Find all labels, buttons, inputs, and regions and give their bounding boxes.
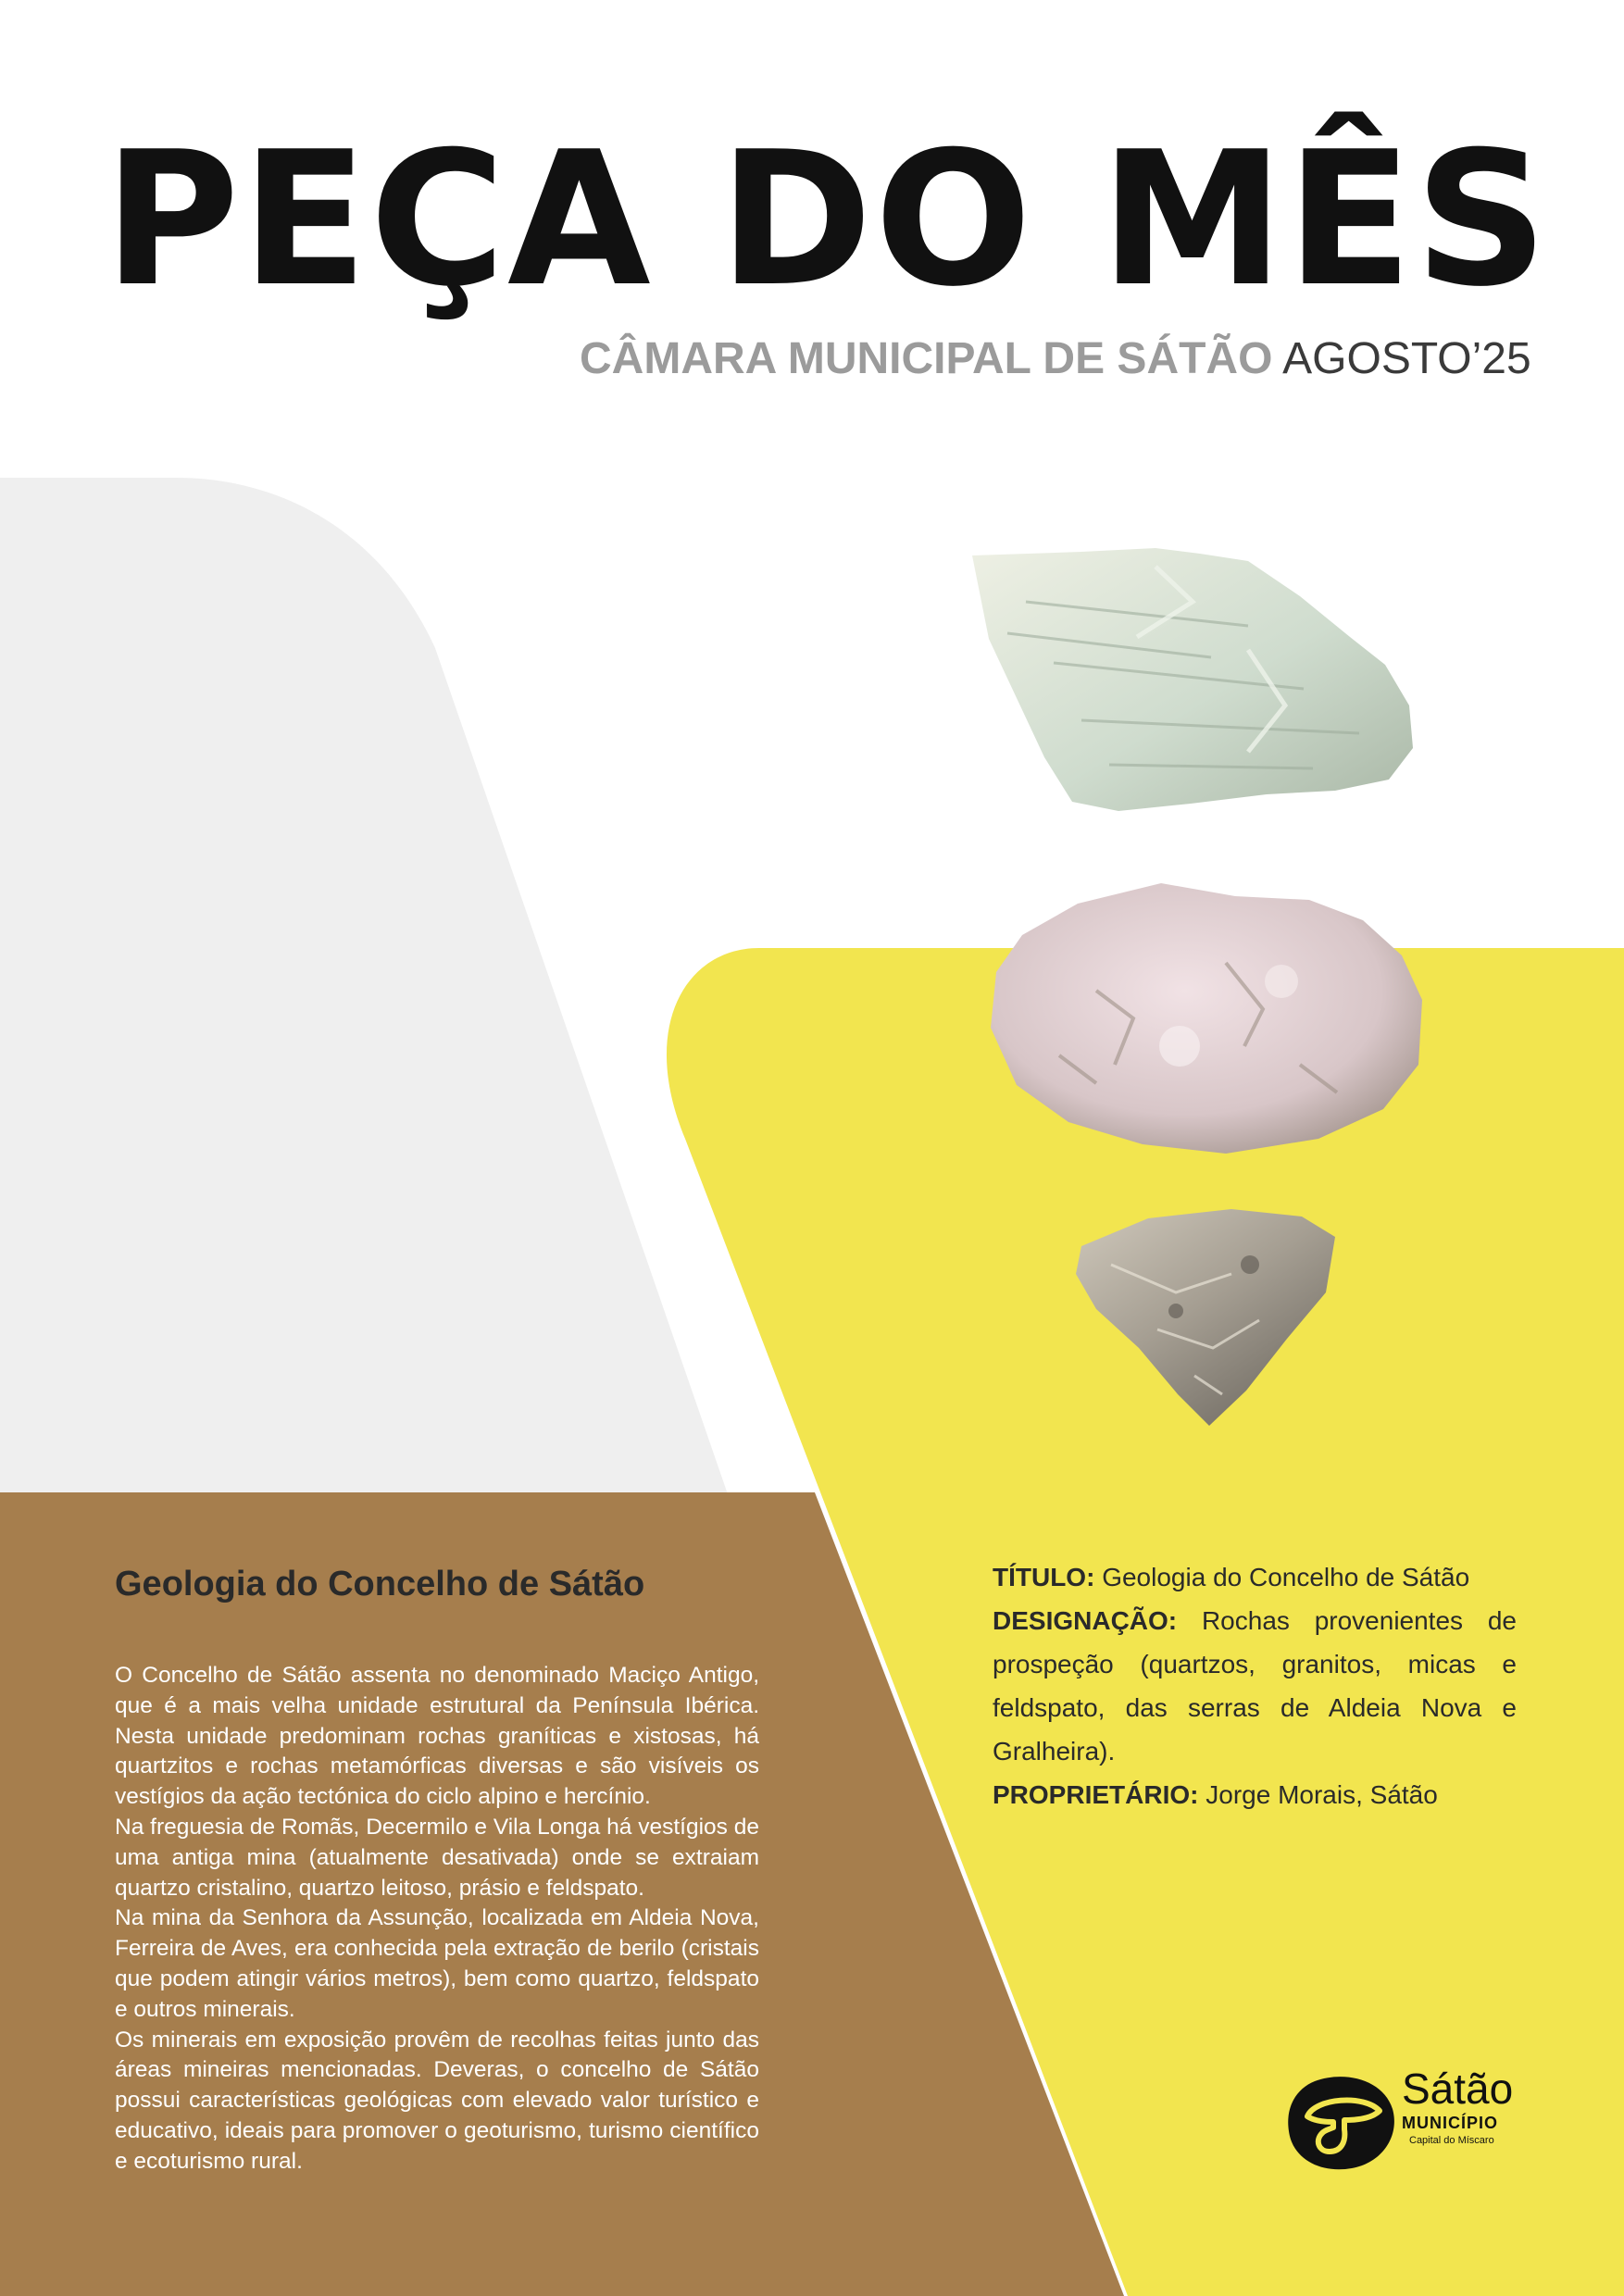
issue-month: AGOSTO’25 <box>1282 334 1531 383</box>
page-subtitle <box>580 330 1531 389</box>
info-titulo-label: TÍTULO: <box>993 1563 1095 1591</box>
article-heading: Geologia do Concelho de Sátão <box>115 1565 645 1603</box>
piece-info <box>993 1555 1517 1816</box>
logo-subtitle: MUNICÍPIO <box>1402 2114 1499 2132</box>
rock-specimen-pink-quartz <box>985 880 1424 1154</box>
info-designacao <box>993 1599 1517 1773</box>
rock-specimen-feldspar <box>970 548 1415 813</box>
rock-specimen-mica <box>1074 1209 1337 1428</box>
organization-name: CÂMARA MUNICIPAL DE SÁTÃO <box>580 334 1273 383</box>
info-designacao-label: DESIGNAÇÃO: <box>993 1606 1178 1635</box>
logo-name: Sátão <box>1402 2065 1514 2113</box>
article-paragraph: Na mina da Senhora da Assunção, localizada em Aldeia Nova, Ferreira de Aves, era conhecida pela extração de berilo (cristais que podem atingir vários metros), bem como quartzo, feldspato e outros minerais. <box>115 1905 759 2022</box>
grey-curved-shape <box>0 478 728 1494</box>
info-titulo-value: Geologia do Concelho de Sátão <box>1102 1563 1470 1591</box>
info-designacao-value: Rochas provenientes de prospeção (quartzos, granitos, micas e feldspato, das serras de Aldeia Nova e Gralheira). <box>993 1606 1517 1766</box>
info-proprietario-label: PROPRIETÁRIO: <box>993 1780 1199 1809</box>
article-paragraph: Os minerais em exposição provêm de recolhas feitas junto das áreas mineiras mencionadas. Deveras, o concelho de Sátão possui características geológicas com elevado valor turístico e educativo, ideais para promover o geoturismo, turismo científico e ecoturismo rural. <box>115 2027 759 2174</box>
page-title: PEÇA DO MÊS <box>104 112 1550 328</box>
municipality-logo <box>1287 2063 1537 2174</box>
article-body <box>115 1661 759 2177</box>
article-paragraph: O Concelho de Sátão assenta no denominado Maciço Antigo, que é a mais velha unidade estrutural da Península Ibérica. Nesta unidade predominam rochas graníticas e xistosas, há quartzitos e rochas metamórficas diversas e são visíveis os vestígios da ação tectónica do ciclo alpino e hercínio. <box>115 1663 759 1810</box>
info-proprietario <box>993 1773 1517 1816</box>
logo-tagline: Capital do Míscaro <box>1409 2135 1494 2146</box>
info-titulo <box>993 1555 1517 1599</box>
info-proprietario-value: Jorge Morais, Sátão <box>1206 1780 1438 1809</box>
article-paragraph: Na freguesia de Romãs, Decermilo e Vila Longa há vestígios de uma antiga mina (atualmente desativada) onde se extraiam quartzo cristalino, quartzo leitoso, prásio e feldspato. <box>115 1814 759 1901</box>
mushroom-logo-icon <box>1287 2074 1396 2170</box>
